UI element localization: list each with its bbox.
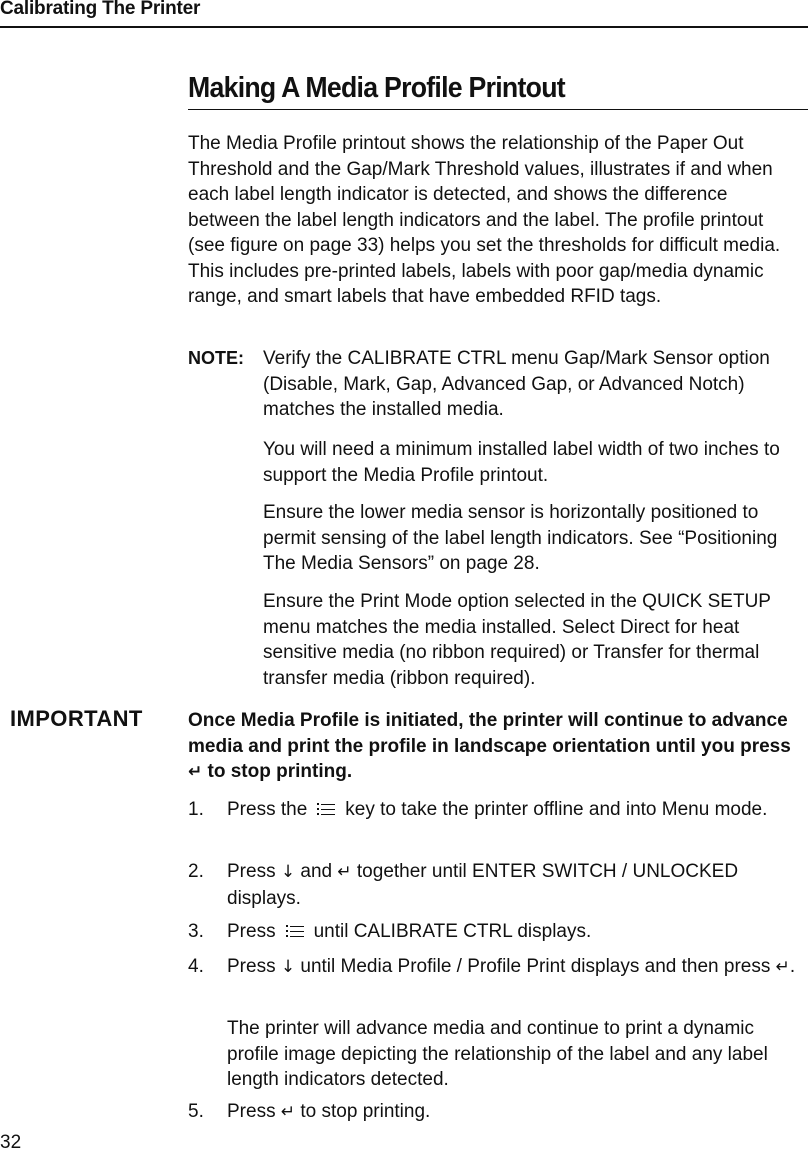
down-arrow-key-icon: ↓	[280, 862, 296, 882]
step-text-part: to stop printing.	[300, 1101, 431, 1122]
enter-key-icon: ↵	[188, 762, 203, 782]
step-number: 5.	[188, 1101, 204, 1122]
note-paragraph: Verify the CALIBRATE CTRL menu Gap/Mark Sensor option (Disable, Mark, Gap, Advanced Gap, or Advanced Notch) matches the installed media.	[263, 348, 770, 420]
step-number: 2.	[188, 861, 204, 882]
step-text-part: and	[300, 861, 333, 882]
step-text-part: .	[789, 956, 796, 977]
intro-paragraph: The Media Profile printout shows the relationship of the Paper Out Threshold and the Gap/Mark Threshold values, illustrates if and when each label length indicator is detected, and shows the difference between the label length indicators and the label. The profile printout (see figure on page 33) helps you set the thresholds for difficult media. This includes pre-printed labels, labels with poor gap/media dynamic range, and smart labels that have embedded RFID tags.	[188, 133, 781, 307]
step-3-text	[227, 919, 804, 945]
step-text-part: until Media Profile / Profile Print displays and then press	[300, 956, 771, 977]
step-text-part: Press	[227, 861, 276, 882]
enter-key-icon: ↵	[775, 957, 790, 977]
step-number: 4.	[188, 956, 204, 977]
step-5-text	[227, 1099, 804, 1126]
step-text-part: Press	[227, 921, 276, 942]
step-4-detail: The printer will advance media and continue to print a dynamic profile image depicting the relationship of the label and any label length indicators detected.	[227, 1018, 768, 1090]
running-title: Calibrating The Printer	[0, 0, 201, 19]
menu-key-icon	[317, 801, 335, 817]
note-paragraph: You will need a minimum installed label width of two inches to support the Media Profile printout.	[263, 439, 780, 486]
step-text-part: Press	[227, 1101, 276, 1122]
running-header	[0, 0, 808, 28]
step-text-part: Press the	[227, 799, 308, 820]
step-text-part: together until ENTER SWITCH / UNLOCKED displays.	[227, 861, 739, 909]
step-2-text	[227, 859, 804, 911]
section-title: Making A Media Profile Printout	[188, 72, 565, 104]
step-text-part: key to take the printer offline and into Menu mode.	[345, 799, 768, 820]
enter-key-icon: ↵	[280, 1102, 296, 1122]
important-label: IMPORTANT	[10, 706, 143, 731]
section-heading	[188, 70, 808, 110]
step-text-part: Press	[227, 956, 276, 977]
step-1-text	[227, 797, 804, 823]
important-text-before: Once Media Profile is initiated, the printer will continue to advance media and print the profile in landscape orientation until you press	[188, 710, 791, 757]
note-paragraph: Ensure the Print Mode option selected in the QUICK SETUP menu matches the media installed. Select Direct for heat sensitive media (no ribbon required) or Transfer for thermal transfer media (ribbon required).	[263, 591, 771, 689]
step-number: 3.	[188, 921, 204, 942]
step-text-part: until CALIBRATE CTRL displays.	[313, 921, 592, 942]
enter-key-icon: ↵	[337, 862, 352, 882]
note-paragraph: Ensure the lower media sensor is horizontally positioned to permit sensing of the label length indicators. See “Positioning The Media Sensors” on page 28.	[263, 502, 778, 574]
page-number: 32	[0, 1132, 22, 1153]
menu-key-icon	[286, 923, 304, 939]
step-4-text	[227, 954, 804, 981]
step-number: 1.	[188, 799, 204, 820]
down-arrow-key-icon: ↓	[280, 957, 296, 977]
important-text-after: to stop printing.	[207, 761, 353, 782]
important-text	[188, 708, 804, 786]
note-label: NOTE:	[188, 348, 244, 368]
